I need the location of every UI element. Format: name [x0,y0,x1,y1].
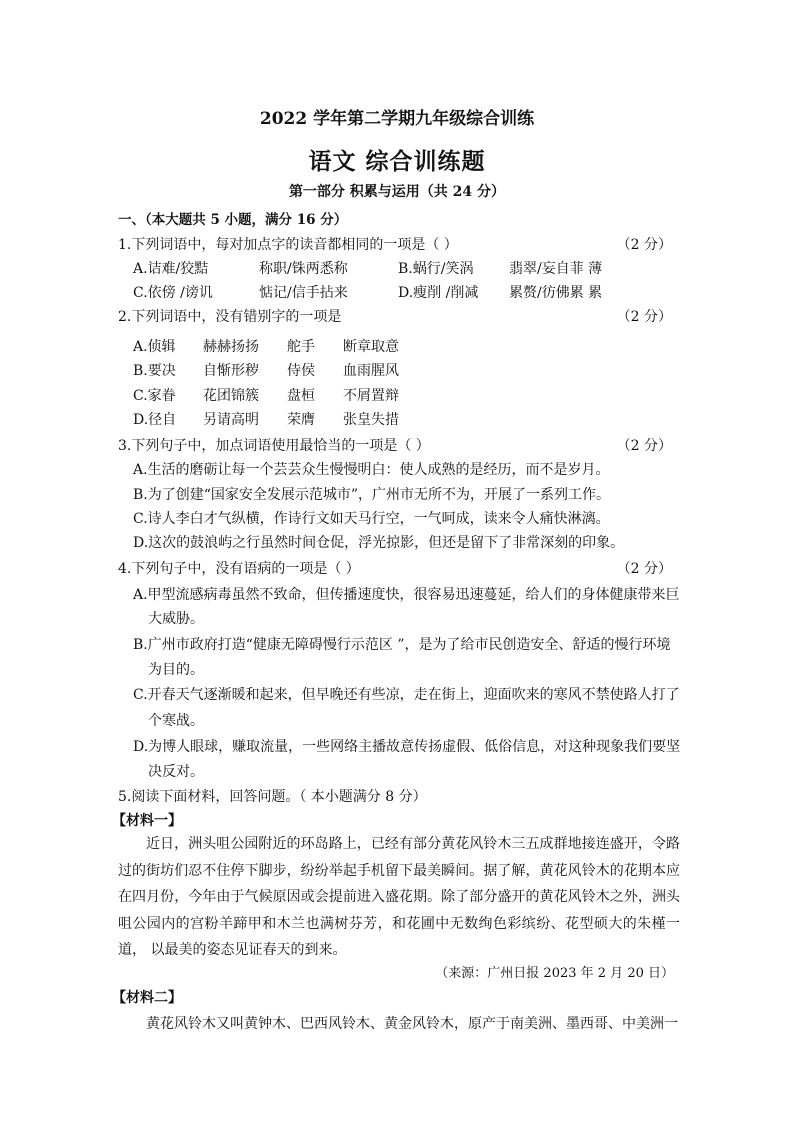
q1-option-d-word1: D.瘦削 /削减 [398,285,479,301]
question-1-score: （2 分） [616,237,672,253]
q1-option-b-word1: B.蜗行/笑涡 [398,261,474,277]
q2-cell: A.侦辑 [133,339,176,355]
q4-option-c: C.开春天气逐渐暖和起来，但早晚还有些凉，走在街上，迎面吹来的寒风不禁使路人打了 [133,687,680,703]
question-1-stem: 1.下列词语中，每对加点字的读音都相同的一项是（ ） [118,237,458,253]
material-2-paragraph: 黄花风铃木又叫黄钟木、巴西风铃木、黄金风铃木，原产于南美洲、墨西哥、中美洲一 [146,1016,678,1032]
part-heading: 第一部分 积累与运用（共 24 分） [288,184,506,200]
q1-option-a-word1: A.诘难/狡黠 [133,261,209,277]
q3-option-d: D.这次的鼓浪屿之行虽然时间仓促，浮光掠影，但还是留下了非常深刻的印象。 [133,535,625,551]
q2-cell: 血雨腥风 [343,363,399,379]
question-2-stem: 2.下列词语中，没有错别字的一项是 [118,309,342,325]
q2-cell: B.要决 [133,363,176,379]
q1-option-c-word2: 惦记/信手拈来 [259,285,348,301]
q4-option-d: D.为博人眼球，赚取流量，一些网络主播故意传扬虚假、低俗信息，对这种现象我们要坚 [133,739,681,755]
q1-option-b-word2: 翡翠/妄自菲 薄 [509,261,603,277]
q2-option-row [133,360,399,380]
q2-cell: 张皇失措 [343,412,399,428]
question-4-stem: 4.下列句子中，没有语病的一项是（ ） [118,561,360,577]
q2-option-row [133,409,399,429]
q2-cell: 荣膺 [287,412,315,428]
q2-cell: 不屑置辩 [343,388,399,404]
q3-option-a: A.生活的磨砺让每一个芸芸众生慢慢明白：使人成熟的是经历，而不是岁月。 [133,462,610,478]
q2-cell: 花团锦簇 [203,388,259,404]
q2-cell: C.家眷 [133,388,176,404]
exam-title: 语文 综合训练题 [308,148,486,175]
q4-option-a: A.甲型流感病毒虽然不致命，但传播速度快，很容易迅速蔓延，给人们的身体健康带来巨 [133,587,680,603]
material-1-source: （来源：广州日报 2023 年 2 月 20 日） [435,966,674,981]
q2-cell: 侍侯 [287,363,315,379]
q3-option-c: C.诗人李白才气纵横，作诗行文如天马行空，一气呵成，读来令人痛快淋漓。 [133,511,610,527]
q2-cell: 自惭形秽 [203,363,259,379]
q2-option-row [133,385,399,405]
q2-cell: D.径自 [133,412,177,428]
q2-cell: 舵手 [287,339,315,355]
question-2-score: （2 分） [616,309,672,325]
q2-option-row [133,336,399,356]
material-1-paragraph: 近日，洲头咀公园附近的环岛路上，已经有部分黄花风铃木三五成群地接连盛开，令路过的街坊们忍不住停下脚步，纷纷举起手机留下最美瞬间。据了解，黄花风铃木的花期本应在四月份，今年由于气候原因或会提前进入盛花期。除了部分盛开的黄花风铃木之外，洲头咀公园内的宫粉羊蹄甲和木兰也满树芬芳，和花圃中无数绚色彩缤纷、花型硕大的朱槿一道， 以最美的姿态见证春天的到来。 [118,836,680,958]
q4-option-c-cont: 个寒战。 [148,713,204,729]
q3-option-b: B.为了创建“国家安全发展示范城市”，广州市无所不为，开展了一系列工作。 [133,487,611,503]
q1-option-c-word1: C.依傍 /谤讥 [133,285,213,301]
q2-cell: 另请高明 [203,412,259,428]
material-2-heading: 【材料二】 [112,990,182,1006]
q4-option-a-cont: 大威胁。 [148,611,204,627]
q2-cell: 断章取意 [343,339,399,355]
exam-header-line: 2022 学年第二学期九年级综合训练 [259,109,535,129]
section-heading: 一、（本大题共 5 小题，满分 16 分） [118,212,348,228]
material-1-heading: 【材料一】 [112,813,182,829]
question-4-score: （2 分） [616,561,672,577]
q4-option-b: B.广州市政府打造“健康无障碍慢行示范区 ”，是为了给市民创造安全、舒适的慢行环境 [133,637,671,653]
q1-option-a-word2: 称职/铢两悉称 [259,261,348,277]
q2-cell: 盘桓 [287,388,315,404]
q2-cell: 赫赫扬扬 [203,339,259,355]
q4-option-d-cont: 决反对。 [148,764,204,780]
question-3-score: （2 分） [616,438,672,454]
q4-option-b-cont: 为目的。 [148,662,204,678]
question-5-stem: 5.阅读下面材料，回答问题。（ 本小题满分 8 分） [118,789,427,805]
q1-option-d-word2: 累赘/彷佛累 累 [509,285,603,301]
question-3-stem: 3.下列句子中，加点词语使用最恰当的一项是（ ） [118,438,430,454]
